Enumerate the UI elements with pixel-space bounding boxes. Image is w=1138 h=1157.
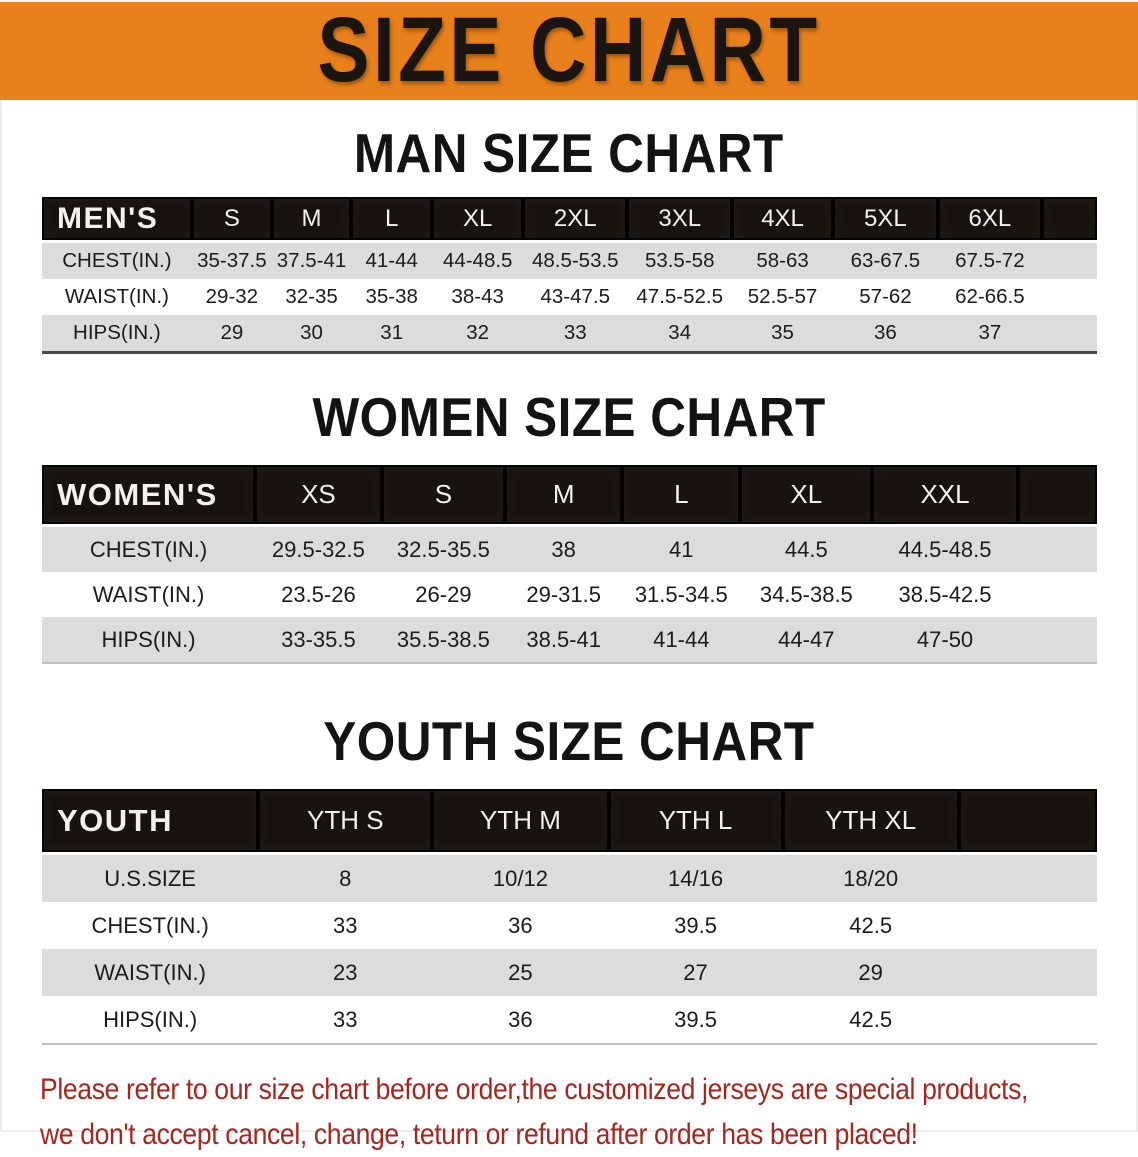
table-header-row xyxy=(42,197,1097,243)
size-value-cell: 34.5-38.5 xyxy=(740,572,872,617)
size-value-cell: 26-29 xyxy=(382,572,505,617)
row-spacer xyxy=(1042,279,1097,315)
section-men xyxy=(0,122,1138,354)
size-value-cell: 23 xyxy=(258,949,432,996)
size-column-header: XS xyxy=(255,465,382,527)
header-spacer xyxy=(1042,197,1097,243)
size-value-cell: 41-44 xyxy=(622,617,740,662)
size-column-header: XXL xyxy=(872,465,1018,527)
size-value-cell: 38.5-41 xyxy=(505,617,622,662)
women-size-table xyxy=(42,465,1097,664)
size-value-cell: 35.5-38.5 xyxy=(382,617,505,662)
women-section-heading: WOMEN SIZE CHART xyxy=(312,386,826,448)
row-spacer xyxy=(959,996,1097,1043)
size-value-cell: 48.5-53.5 xyxy=(523,243,627,279)
size-value-cell: 39.5 xyxy=(609,902,783,949)
size-value-cell: 38.5-42.5 xyxy=(872,572,1018,617)
size-value-cell: 29-31.5 xyxy=(505,572,622,617)
row-spacer xyxy=(959,949,1097,996)
size-column-header: YTH XL xyxy=(783,789,959,855)
row-spacer xyxy=(959,855,1097,902)
table-header-row xyxy=(42,789,1097,855)
size-value-cell: 44.5-48.5 xyxy=(872,527,1018,572)
size-value-cell: 38 xyxy=(505,527,622,572)
table-header-label: MEN'S xyxy=(42,197,192,243)
table-row xyxy=(42,572,1097,617)
row-label: CHEST(IN.) xyxy=(42,243,192,279)
size-value-cell: 44-47 xyxy=(740,617,872,662)
size-value-cell: 32.5-35.5 xyxy=(382,527,505,572)
size-value-cell: 53.5-58 xyxy=(627,243,731,279)
table-row xyxy=(42,243,1097,279)
size-value-cell: 29 xyxy=(783,949,959,996)
size-value-cell: 36 xyxy=(432,902,608,949)
size-value-cell: 36 xyxy=(432,996,608,1043)
size-value-cell: 29-32 xyxy=(192,279,272,315)
size-value-cell: 47-50 xyxy=(872,617,1018,662)
size-column-header: YTH L xyxy=(609,789,783,855)
size-value-cell: 33 xyxy=(258,996,432,1043)
table-header-label: WOMEN'S xyxy=(42,465,255,527)
men-section-heading: MAN SIZE CHART xyxy=(354,122,784,184)
size-value-cell: 44-48.5 xyxy=(432,243,523,279)
size-value-cell: 29 xyxy=(192,315,272,351)
size-value-cell: 32 xyxy=(432,315,523,351)
section-heading-row xyxy=(0,710,1138,772)
size-column-header: YTH S xyxy=(258,789,432,855)
table-row xyxy=(42,902,1097,949)
size-value-cell: 14/16 xyxy=(609,855,783,902)
table-header xyxy=(42,789,1097,855)
size-column-header: L xyxy=(622,465,740,527)
size-value-cell: 35-38 xyxy=(351,279,432,315)
size-column-header: 3XL xyxy=(627,197,731,243)
table-row xyxy=(42,617,1097,662)
size-value-cell: 10/12 xyxy=(432,855,608,902)
table-header-label: YOUTH xyxy=(42,789,258,855)
size-value-cell: 57-62 xyxy=(833,279,937,315)
size-value-cell: 63-67.5 xyxy=(833,243,937,279)
disclaimer xyxy=(40,1067,1138,1157)
row-label: CHEST(IN.) xyxy=(42,902,258,949)
size-column-header: S xyxy=(382,465,505,527)
table-row xyxy=(42,527,1097,572)
header-spacer xyxy=(1018,465,1097,527)
size-value-cell: 39.5 xyxy=(609,996,783,1043)
table-row xyxy=(42,855,1097,902)
size-value-cell: 36 xyxy=(833,315,937,351)
table-row xyxy=(42,949,1097,996)
size-value-cell: 33 xyxy=(523,315,627,351)
size-value-cell: 31 xyxy=(351,315,432,351)
section-women xyxy=(0,386,1138,664)
size-column-header: 5XL xyxy=(833,197,937,243)
size-column-header: 4XL xyxy=(732,197,833,243)
size-value-cell: 38-43 xyxy=(432,279,523,315)
size-value-cell: 41 xyxy=(622,527,740,572)
size-value-cell: 18/20 xyxy=(783,855,959,902)
size-value-cell: 41-44 xyxy=(351,243,432,279)
banner-title: SIZE CHART xyxy=(317,0,821,101)
size-value-cell: 8 xyxy=(258,855,432,902)
size-value-cell: 35-37.5 xyxy=(192,243,272,279)
row-label: WAIST(IN.) xyxy=(42,279,192,315)
size-value-cell: 30 xyxy=(272,315,351,351)
table-body xyxy=(42,243,1097,351)
size-column-header: S xyxy=(192,197,272,243)
size-value-cell: 42.5 xyxy=(783,902,959,949)
size-column-header: XL xyxy=(740,465,872,527)
table-row xyxy=(42,996,1097,1043)
size-value-cell: 25 xyxy=(432,949,608,996)
size-value-cell: 32-35 xyxy=(272,279,351,315)
row-spacer xyxy=(1018,527,1097,572)
size-value-cell: 29.5-32.5 xyxy=(255,527,382,572)
row-spacer xyxy=(959,902,1097,949)
table-row xyxy=(42,315,1097,351)
row-label: WAIST(IN.) xyxy=(42,572,255,617)
size-column-header: 2XL xyxy=(523,197,627,243)
size-value-cell: 52.5-57 xyxy=(732,279,833,315)
size-value-cell: 47.5-52.5 xyxy=(627,279,731,315)
size-value-cell: 44.5 xyxy=(740,527,872,572)
size-value-cell: 34 xyxy=(627,315,731,351)
size-value-cell: 58-63 xyxy=(732,243,833,279)
banner xyxy=(0,0,1138,100)
size-value-cell: 31.5-34.5 xyxy=(622,572,740,617)
disclaimer-line-2: we don't accept cancel, change, teturn or refund after order has been placed! xyxy=(40,1118,918,1151)
table-body xyxy=(42,855,1097,1043)
row-spacer xyxy=(1018,572,1097,617)
table-row xyxy=(42,279,1097,315)
size-value-cell: 43-47.5 xyxy=(523,279,627,315)
size-column-header: M xyxy=(272,197,351,243)
row-label: HIPS(IN.) xyxy=(42,617,255,662)
size-value-cell: 37.5-41 xyxy=(272,243,351,279)
table-header-row xyxy=(42,465,1097,527)
youth-size-table xyxy=(42,789,1097,1045)
men-size-table xyxy=(42,197,1097,354)
size-column-header: XL xyxy=(432,197,523,243)
size-column-header: 6XL xyxy=(938,197,1042,243)
row-label: WAIST(IN.) xyxy=(42,949,258,996)
row-spacer xyxy=(1042,243,1097,279)
row-label: CHEST(IN.) xyxy=(42,527,255,572)
row-spacer xyxy=(1018,617,1097,662)
youth-section-heading: YOUTH SIZE CHART xyxy=(323,710,815,772)
size-value-cell: 67.5-72 xyxy=(938,243,1042,279)
section-heading-row xyxy=(0,122,1138,184)
size-column-header: M xyxy=(505,465,622,527)
row-label: HIPS(IN.) xyxy=(42,315,192,351)
table-header xyxy=(42,465,1097,527)
row-label: HIPS(IN.) xyxy=(42,996,258,1043)
row-label: U.S.SIZE xyxy=(42,855,258,902)
size-column-header: L xyxy=(351,197,432,243)
size-value-cell: 27 xyxy=(609,949,783,996)
size-value-cell: 33 xyxy=(258,902,432,949)
size-value-cell: 42.5 xyxy=(783,996,959,1043)
size-value-cell: 33-35.5 xyxy=(255,617,382,662)
size-value-cell: 23.5-26 xyxy=(255,572,382,617)
disclaimer-line-1: Please refer to our size chart before order,the customized jerseys are special products, xyxy=(40,1073,1029,1106)
table-header xyxy=(42,197,1097,243)
size-value-cell: 35 xyxy=(732,315,833,351)
section-heading-row xyxy=(0,386,1138,448)
header-spacer xyxy=(959,789,1097,855)
table-body xyxy=(42,527,1097,662)
size-column-header: YTH M xyxy=(432,789,608,855)
size-value-cell: 37 xyxy=(938,315,1042,351)
row-spacer xyxy=(1042,315,1097,351)
size-value-cell: 62-66.5 xyxy=(938,279,1042,315)
section-youth xyxy=(0,710,1138,1045)
